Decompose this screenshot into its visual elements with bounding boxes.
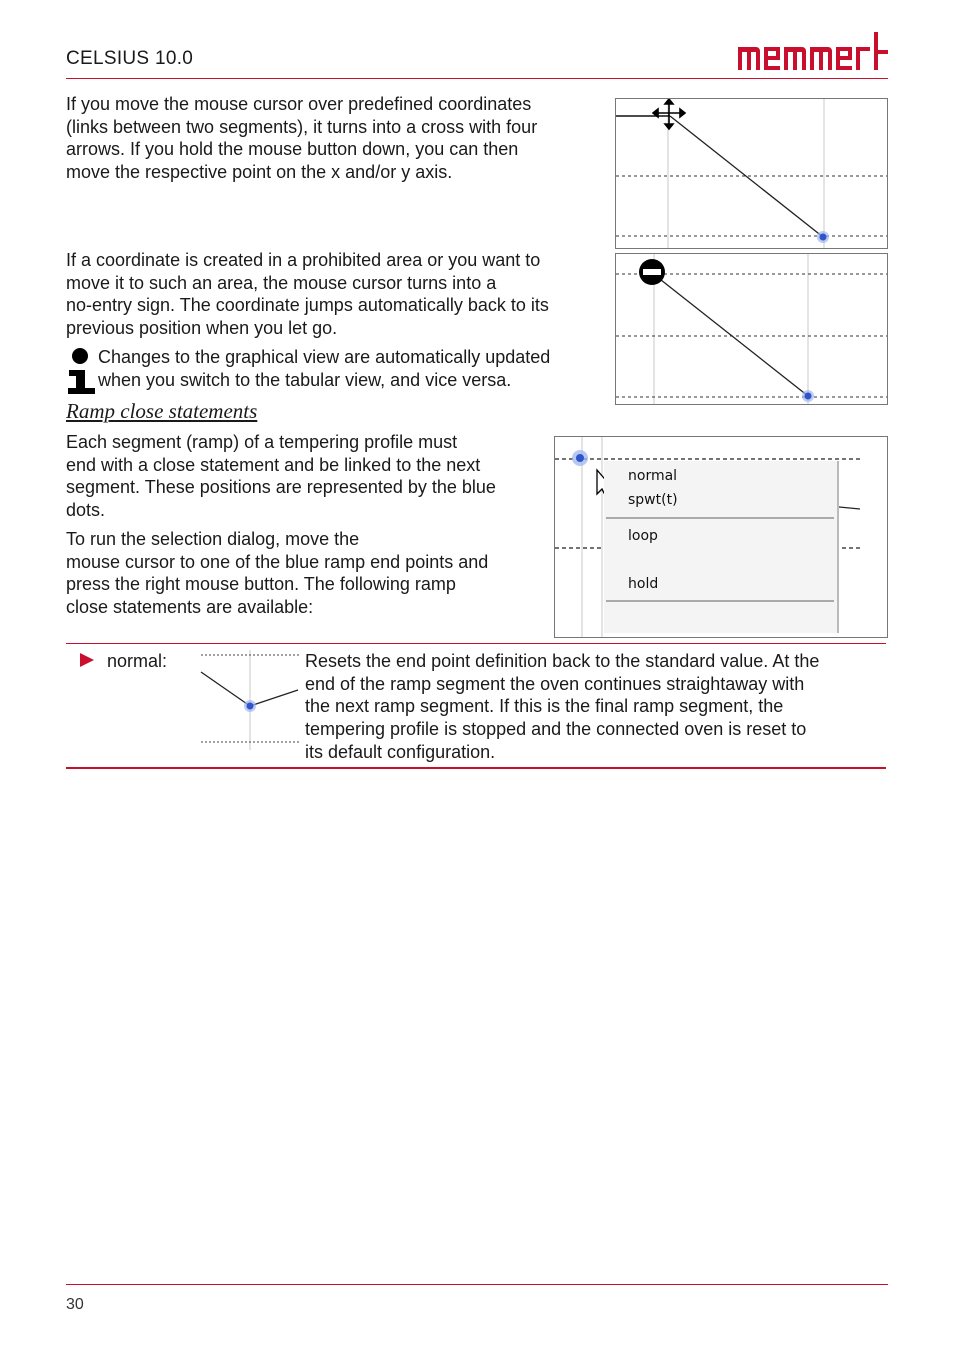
text-line: previous position when you let go. [66,318,338,339]
menu-item-normal[interactable]: normal [628,468,678,484]
menu-item-hold[interactable]: hold [628,576,659,592]
no-entry-icon [639,259,665,285]
table-row-label: normal: [107,651,168,671]
ramp-graph [616,254,887,404]
text-line: If you move the mouse cursor over predefined coordinates [66,94,532,114]
text-line: Changes to the graphical view are automatically updated [98,347,551,367]
text-line: If a coordinate is created in a prohibited area or you want to [66,250,541,270]
document-title: CELSIUS 10.0 [66,48,194,69]
text-line: (links between two segments), it turns into a cross with four [66,116,538,137]
info-note [98,346,608,391]
prohibited-paragraph [66,249,606,340]
page-number: 30 [66,1296,84,1313]
table-row-description [305,650,885,764]
ramp-close-paragraph-2 [66,528,546,619]
text-line: Resets the end point definition back to the standard value. At the [305,651,820,671]
text-line: close statements are available: [66,597,314,618]
menu-separator [606,517,834,519]
menu-separator [606,600,834,602]
memmert-logo [738,30,890,77]
text-line: tempering profile is stopped and the connected oven is reset to [305,719,807,740]
text-line: when you switch to the tabular view, and vice versa. [98,369,512,390]
memmert-logo-icon [738,30,890,72]
menu-item-loop[interactable]: loop [628,528,658,544]
text-line: To run the selection dialog, move the [66,529,360,549]
ramp-close-paragraph-1 [66,431,546,522]
text-line: move the respective point on the x and/or y axis. [66,162,453,183]
table-bottom-rule [66,767,886,769]
text-line: no-entry sign. The coordinate jumps automatically back to its [66,295,549,316]
bullet-triangle-icon [79,652,95,673]
text-line: mouse cursor to one of the blue ramp end points and [66,551,489,572]
ramp-graph [616,99,887,248]
text-line: move it to such an area, the mouse cursor turns into a [66,272,497,293]
text-line: end with a close statement and be linked to the next [66,454,481,475]
menu-item-spwt[interactable]: spwt(t) [628,492,678,508]
context-menu [604,461,839,633]
header-rule [66,78,888,79]
info-icon [66,348,96,396]
text-line: press the right mouse button. The following ramp [66,574,456,595]
context-menu-figure [554,436,888,638]
no-entry-figure [615,253,888,405]
text-line: dots. [66,500,106,521]
text-line: arrows. If you hold the mouse button down, you can then [66,139,519,160]
text-line: its default configuration. [305,741,496,762]
text-line: Each segment (ramp) of a tempering profile must [66,432,458,452]
text-line: the next ramp segment. If this is the final ramp segment, the [305,696,784,717]
footer-rule [66,1284,888,1285]
move-cursor-paragraph [66,93,606,184]
section-heading: Ramp close statements [66,399,258,423]
text-line: end of the ramp segment the oven continues straightaway with [305,673,805,694]
move-cursor-figure [615,98,888,249]
table-top-rule [66,643,886,644]
text-line: segment. These positions are represented by the blue [66,477,496,498]
normal-thumbnail [199,650,299,750]
